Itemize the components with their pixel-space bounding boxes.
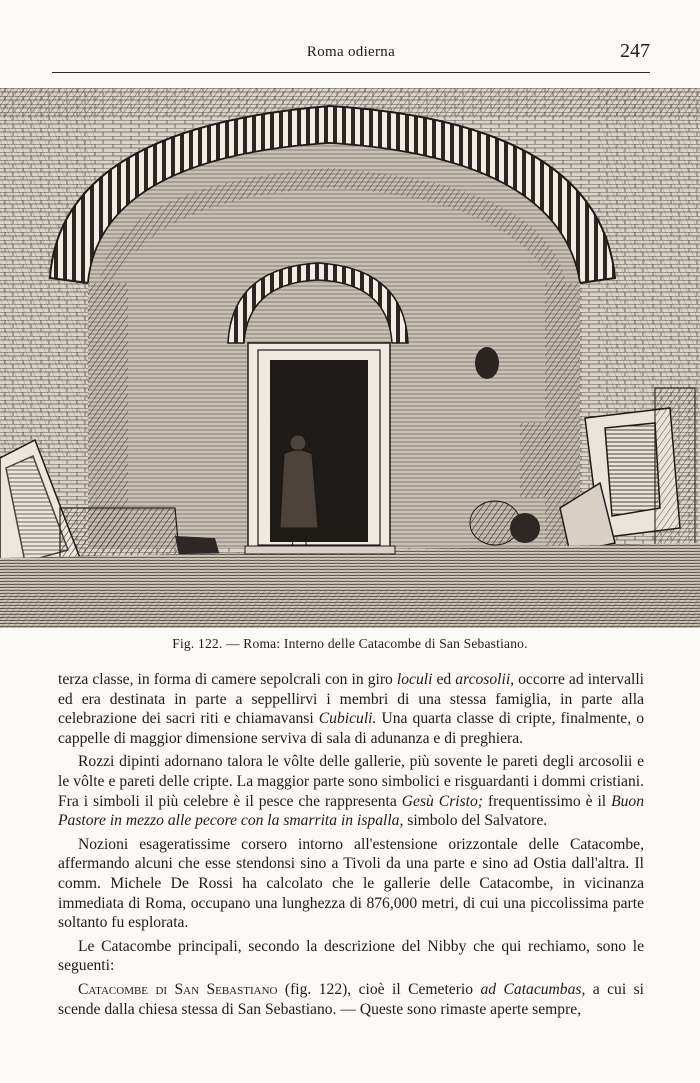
paragraph xyxy=(58,670,644,748)
text-run: frequentissimo è il xyxy=(482,792,612,810)
italic-run: Cubiculi. xyxy=(318,710,377,728)
italic-run: Buon Pastore in mezzo alle pecore con la smarrita in ispalla, xyxy=(58,792,645,830)
text-run: simbolo del Salvatore. xyxy=(403,812,548,830)
body-text xyxy=(58,670,644,1023)
paragraph xyxy=(58,835,644,933)
paragraph xyxy=(58,937,644,976)
paragraph xyxy=(58,752,644,830)
text-run: a cui si scende dalla chiesa stessa di San Sebastiano. — Queste sono rimaste aperte sempre, xyxy=(58,980,645,1018)
smallcaps-run: Catacombe di San Sebastiano xyxy=(78,980,278,998)
italic-run: arcosolii, xyxy=(455,671,515,688)
text-run: Rozzi dipinti adornano talora le vôlte delle gallerie, più sovente le pareti degli arcosolii e le vôlte e pareti delle cripte. La maggior parte sono simbolici e risguardanti i dommi cristiani. Fra i simboli il più celebre è il pesce che rappresenta xyxy=(58,753,644,810)
text-run: Le Catacombe principali, secondo la descrizione del Nibby che qui rechiamo, sono le seguenti: xyxy=(58,937,644,975)
text-run: ed xyxy=(432,671,456,688)
figure-caption: Fig. 122. — Roma: Interno delle Catacombe di San Sebastiano. xyxy=(172,636,528,651)
paragraph xyxy=(58,980,644,1019)
italic-run: Gesù Cristo; xyxy=(401,792,483,810)
catacomb-engraving xyxy=(0,88,700,628)
italic-run: ad Catacumbas, xyxy=(480,980,586,998)
running-title: Roma odierna xyxy=(306,44,396,60)
page-header xyxy=(52,38,650,73)
text-run: Una quarta classe di cripte, finalmente, o cappelle di maggior dimensione serviva di sala di adunanza e di preghiera. xyxy=(58,710,644,747)
italic-run: loculi xyxy=(396,671,433,688)
page-number: 247 xyxy=(620,40,650,62)
text-run: (fig. 122), cioè il Cemeterio xyxy=(277,980,481,998)
text-run: Nozioni esageratissime corsero intorno all'estensione orizzontale delle Catacombe, affermando alcuni che esse stendonsi sino a Tivoli da una parte e sino ad Ostia dall'altra. Il comm. Michele De Rossi ha calcolato che le gallerie delle Catacombe, in vicinanza immediata di Roma, occupano una lunghezza di 876,000 metri, di cui una piccolissima parte soltanto fu esplorata. xyxy=(58,835,644,932)
text-run: terza classe, in forma di camere sepolcrali con in giro xyxy=(58,671,397,688)
text-run: occorre ad intervalli ed era destinata in parte a seppellirvi i membri di una stessa famiglia, in parte alla celebrazione dei sacri riti e chiamavansi xyxy=(58,671,644,728)
